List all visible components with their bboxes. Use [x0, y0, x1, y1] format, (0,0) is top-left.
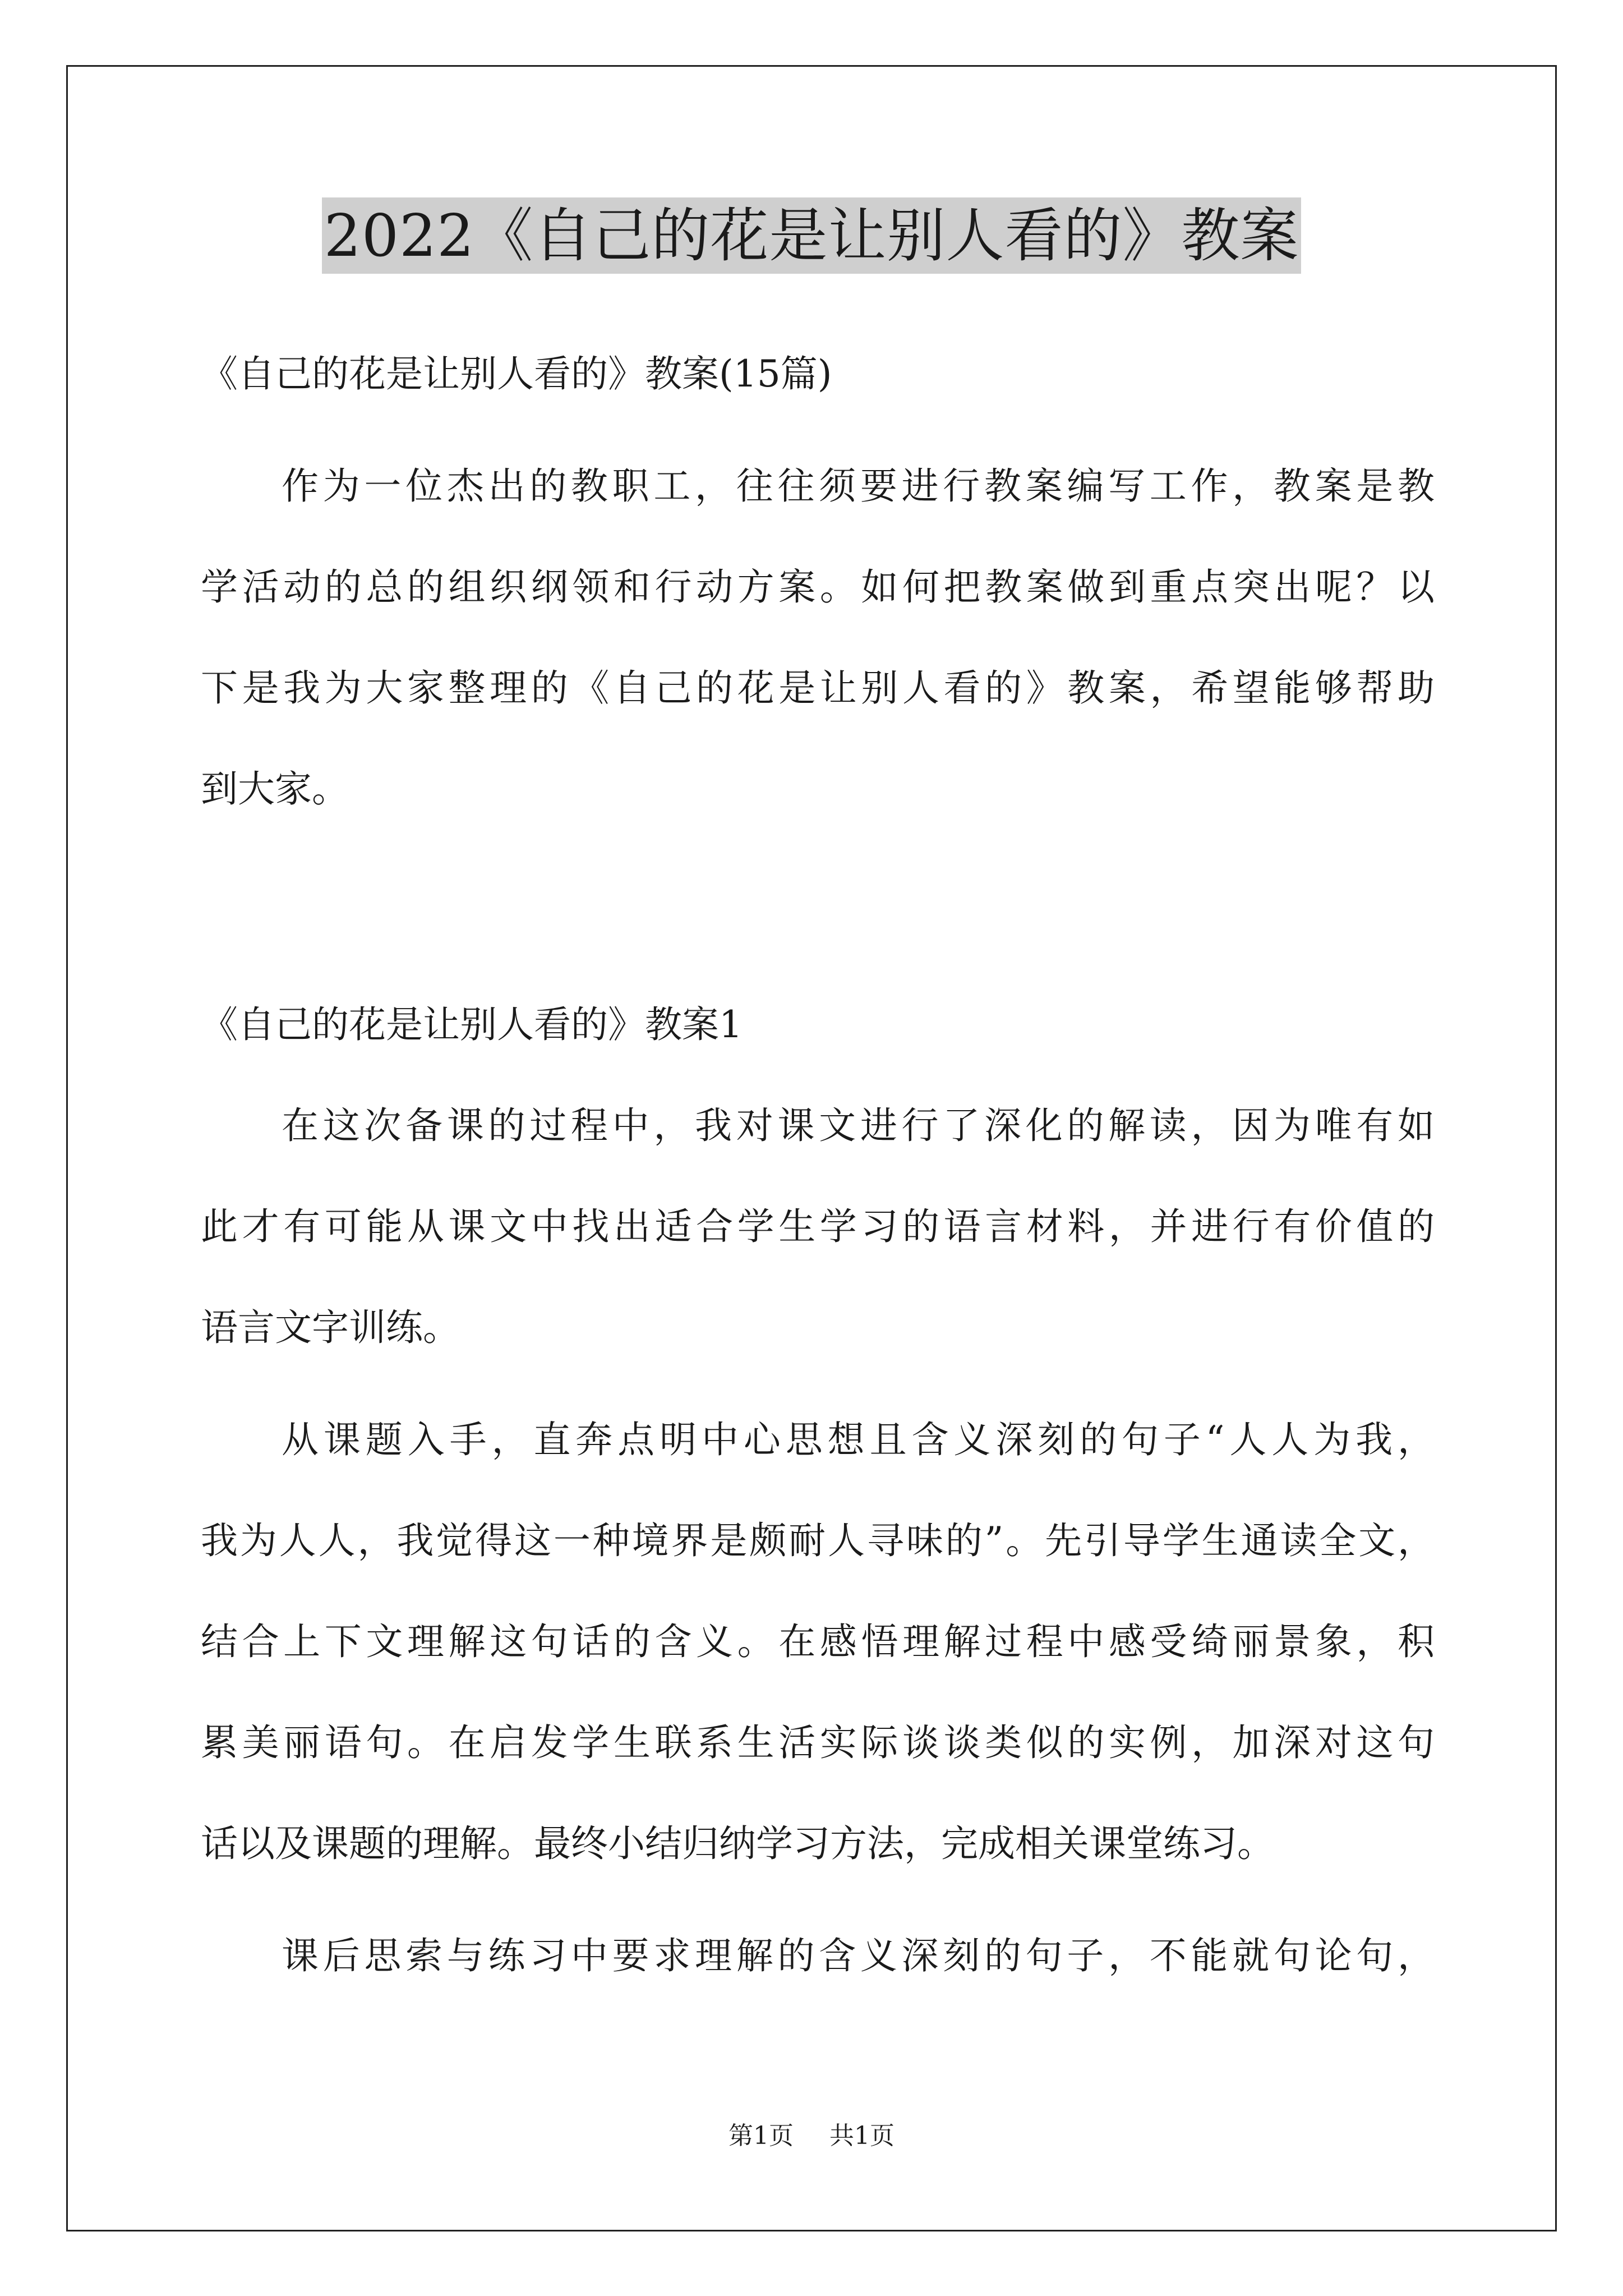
- paragraph1-line-2: 此才有可能从课文中找出适合学生学习的语言材料，并进行有价值的: [201, 1205, 1435, 1248]
- document-title: 2022《自己的花是让别人看的》教案: [322, 197, 1302, 274]
- intro-line-3: 下是我为大家整理的《自己的花是让别人看的》教案，希望能够帮助: [201, 666, 1435, 710]
- intro-line-2: 学活动的总的组织纲领和行动方案。如何把教案做到重点突出呢？以: [201, 565, 1435, 609]
- section-heading: 《自己的花是让别人看的》教案1: [201, 1003, 743, 1046]
- paragraph2-line-1: 从课题入手，直奔点明中心思想且含义深刻的句子“人人为我，: [282, 1418, 1435, 1461]
- title-container: [0, 197, 1623, 274]
- paragraph1-line-1: 在这次备课的过程中，我对课文进行了深化的解读，因为唯有如: [282, 1104, 1435, 1147]
- paragraph2-line-2: 我为人人，我觉得这一种境界是颇耐人寻味的”。先引导学生通读全文，: [201, 1519, 1435, 1562]
- document-subtitle: 《自己的花是让别人看的》教案(15篇): [201, 352, 832, 395]
- paragraph2-line-5: 话以及课题的理解。最终小结归纳学习方法，完成相关课堂练习。: [201, 1822, 1274, 1865]
- paragraph2-line-3: 结合上下文理解这句话的含义。在感悟理解过程中感受绮丽景象，积: [201, 1620, 1435, 1663]
- paragraph1-line-3: 语言文字训练。: [201, 1306, 460, 1349]
- paragraph3-line-1: 课后思索与练习中要求理解的含义深刻的句子，不能就句论句，: [282, 1934, 1435, 1977]
- paragraph2-line-4: 累美丽语句。在启发学生联系生活实际谈谈类似的实例，加深对这句: [201, 1721, 1435, 1764]
- intro-line-4: 到大家。: [201, 767, 349, 811]
- intro-line-1: 作为一位杰出的教职工，往往须要进行教案编写工作，教案是教: [282, 464, 1435, 508]
- page-total-label: 共1页: [829, 2122, 895, 2150]
- page-footer: [0, 2119, 1623, 2153]
- page-number-label: 第1页: [728, 2122, 794, 2150]
